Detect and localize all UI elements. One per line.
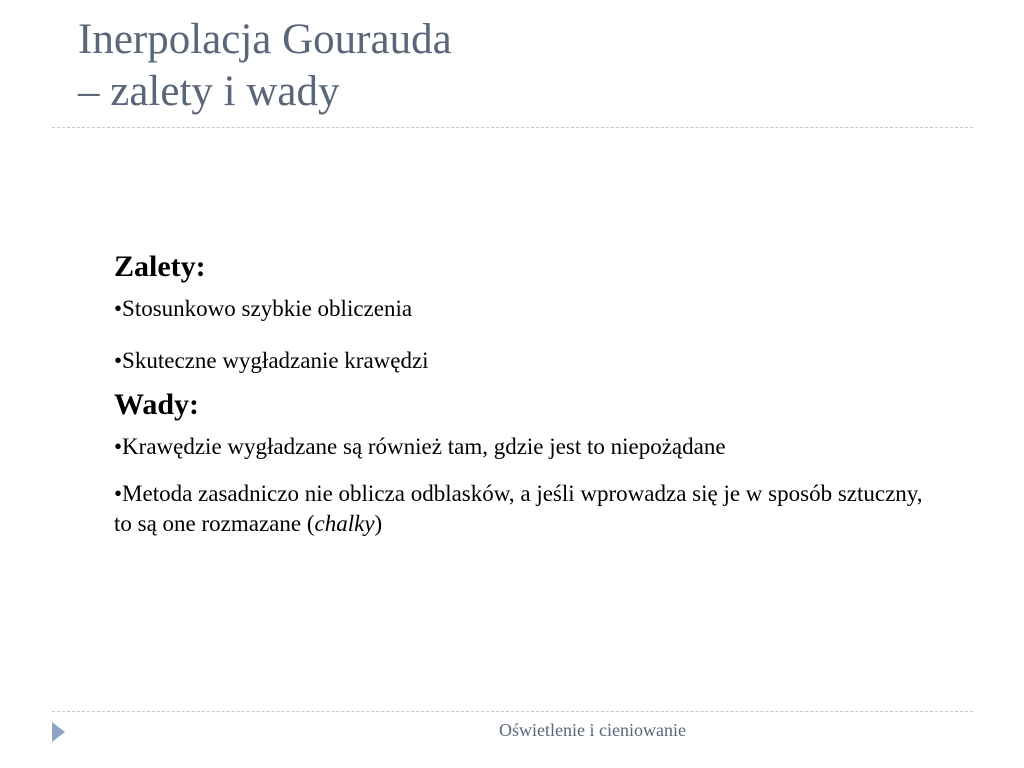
disadvantage-item-2-text: •Metoda zasadniczo nie oblicza odblasków, a jeśli wprowadza się je w sposób sztuczny, to są one rozmazane ( [114, 481, 923, 536]
footer-divider [52, 711, 973, 712]
footer-text: Oświetlenie i cieniowanie [499, 720, 686, 740]
title-line-1: Inerpolacja Gourauda [78, 16, 452, 63]
advantages-heading: Zalety: [114, 250, 206, 283]
title-divider [52, 127, 973, 128]
disadvantage-item-1: •Krawędzie wygładzane są również tam, gdzie jest to niepożądane [114, 434, 726, 459]
disadvantage-item-2-end: ) [374, 511, 383, 536]
slide-content [114, 250, 934, 539]
triangle-right-icon [52, 722, 65, 742]
advantage-item-2: •Skuteczne wygładzanie krawędzi [114, 348, 429, 373]
disadvantages-heading: Wady: [114, 388, 200, 421]
advantage-item-1: •Stosunkowo szybkie obliczenia [114, 296, 413, 321]
title-line-2: – zalety i wady [78, 68, 340, 115]
slide-title [78, 14, 452, 118]
disadvantage-item-2-italic: chalky [314, 511, 375, 536]
disadvantage-item-2 [114, 479, 934, 539]
